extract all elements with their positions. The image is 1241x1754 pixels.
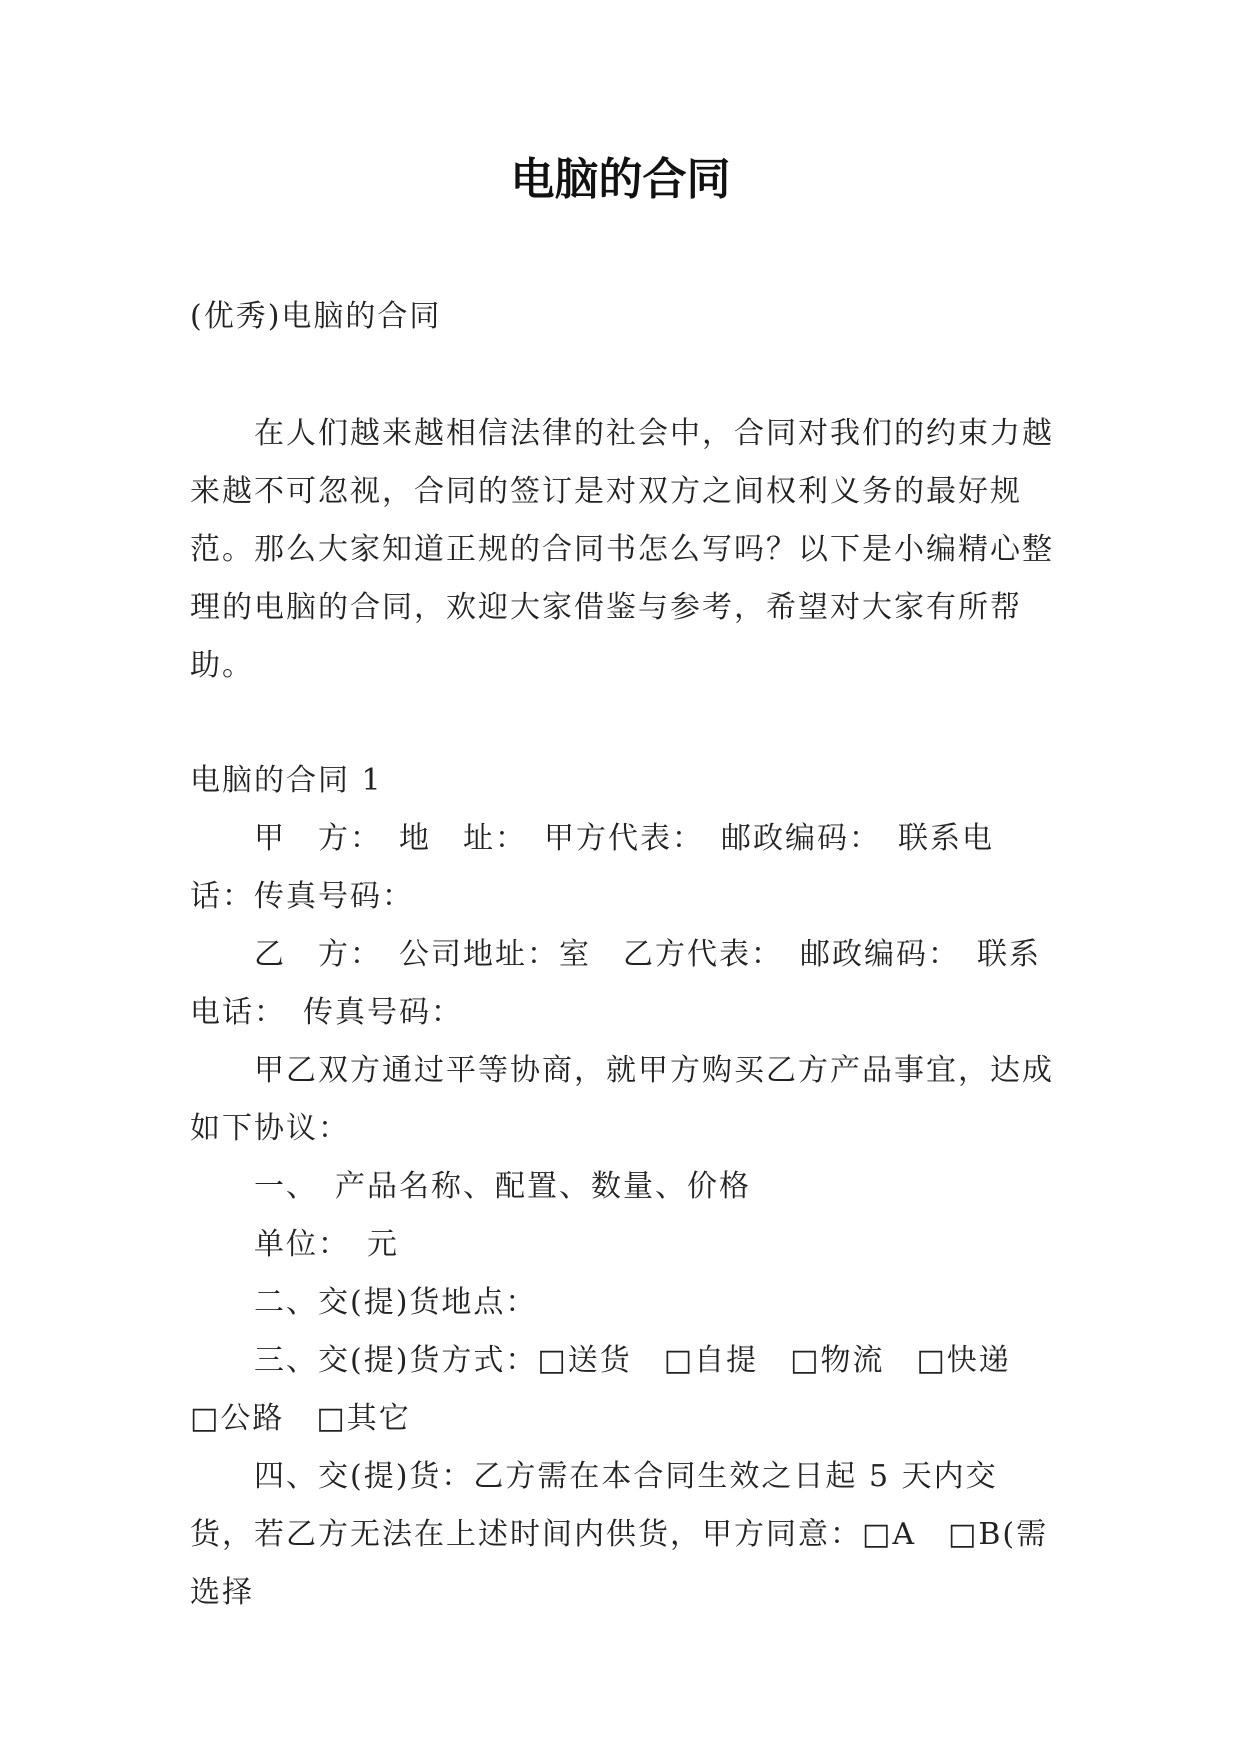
party-b-info: 乙 方： 公司地址：室 乙方代表： 邮政编码： 联系电话： 传真号码： (190, 937, 1041, 1030)
document-title: 电脑的合同 (510, 154, 731, 205)
clause-1: 一、 产品名称、配置、数量、价格 (254, 1169, 751, 1204)
contract-body (190, 810, 1055, 1622)
agreement-intro: 甲乙双方通过平等协商，就甲方购买乙方产品事宜，达成如下协议： (190, 1053, 1054, 1146)
intro-paragraph: 在人们越来越相信法律的社会中，合同对我们的约束力越来越不可忽视，合同的签订是对双方之间权利义务的最好规范。那么大家知道正规的合同书怎么写吗？以下是小编精心整理的电脑的合同，欢迎大家借鉴与参考，希望对大家有所帮助。 (190, 416, 1054, 683)
clause-2: 二、交(提)货地点： (254, 1285, 538, 1320)
intro-section (190, 405, 1055, 695)
clause-3: 三、交(提)货方式：□送货 □自提 □物流 □快递 □公路 □其它 (190, 1343, 1043, 1436)
section-heading-text: 电脑的合同 1 (190, 763, 383, 798)
subtitle-text: (优秀)电脑的合同 (190, 299, 442, 334)
document-subtitle (190, 288, 1055, 346)
clause-4: 四、交(提)货：乙方需在本合同生效之日起 5 天内交货，若乙方无法在上述时间内供货，甲方同意：□A □B(需选择 (190, 1459, 1049, 1610)
unit-line: 单位： 元 (254, 1227, 399, 1262)
party-a-info: 甲 方： 地 址： 甲方代表： 邮政编码： 联系电话：传真号码： (190, 821, 994, 914)
section-heading (190, 752, 1055, 810)
